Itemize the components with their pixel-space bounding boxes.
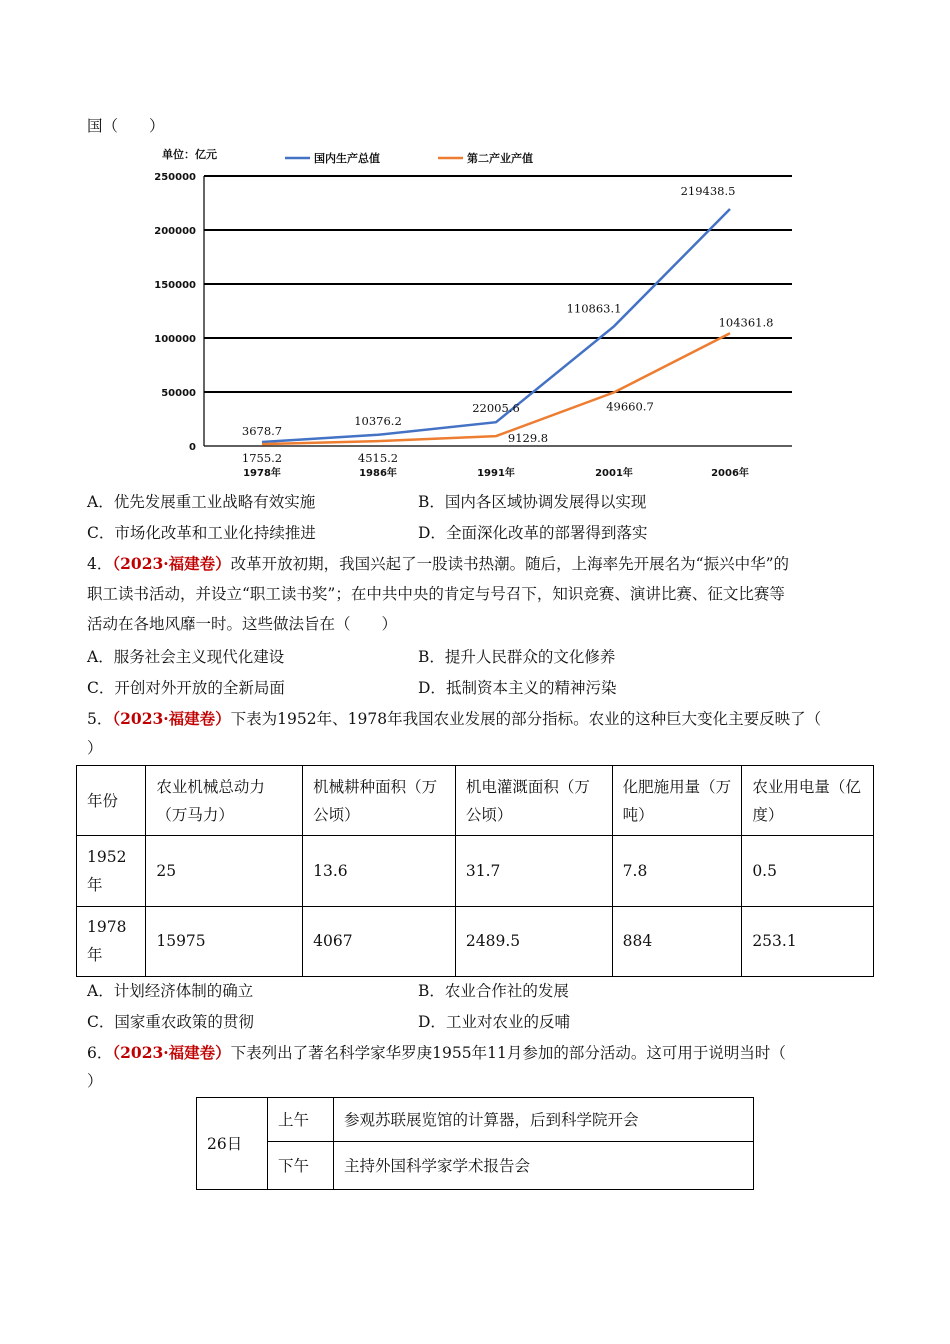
table-header-cell: 农业机械总动力（万马力） xyxy=(146,766,303,836)
data-label: 10376.2 xyxy=(354,413,402,428)
gdp-line-chart xyxy=(150,140,810,485)
data-label: 3678.7 xyxy=(241,424,283,439)
q6-source: （2023·福建卷） xyxy=(112,1043,231,1062)
table-cell: 4067 xyxy=(303,906,456,976)
table-row xyxy=(197,1142,754,1190)
data-label: 1755.2 xyxy=(241,451,283,466)
table-row xyxy=(197,1098,754,1142)
table-cell: 1978年 xyxy=(77,906,146,976)
legend-label-secondary: 第二产业产值 xyxy=(467,152,533,165)
y-tick-label: 100000 xyxy=(154,334,196,345)
q3-stem-tail: 国（ ） xyxy=(87,117,165,135)
data-label: 219438.5 xyxy=(680,184,736,199)
q5-option-d[interactable]: D．工业对农业的反哺 xyxy=(418,1013,570,1031)
x-tick-label: 2006年 xyxy=(711,468,749,479)
q4-option-d[interactable]: D．抵制资本主义的精神污染 xyxy=(418,679,617,697)
table-header-cell: 年份 xyxy=(77,766,146,836)
period-cell: 上午 xyxy=(268,1098,334,1142)
q3-option-c[interactable]: C．市场化改革和工业化持续推进 xyxy=(87,524,316,542)
table-cell: 7.8 xyxy=(612,836,742,906)
activity-cell: 主持外国科学家学术报告会 xyxy=(334,1142,754,1190)
q3-option-a[interactable]: A．优先发展重工业战略有效实施 xyxy=(87,493,316,511)
x-tick-label: 2001年 xyxy=(595,468,633,479)
table-row xyxy=(77,906,874,976)
data-label: 22005.6 xyxy=(472,401,520,416)
q5-stem-line-2: ） xyxy=(87,739,103,757)
chart-unit-label: 单位：亿元 xyxy=(162,148,217,161)
table-cell: 0.5 xyxy=(742,836,874,906)
table-header-cell: 农业用电量（亿度） xyxy=(742,766,874,836)
q3-option-b[interactable]: B．国内各区域协调发展得以实现 xyxy=(418,493,647,511)
q5-agriculture-table xyxy=(76,765,874,977)
data-label: 4515.2 xyxy=(357,451,399,466)
q4-option-b[interactable]: B．提升人民群众的文化修养 xyxy=(418,648,616,666)
table-header-cell: 机械耕种面积（万公顷） xyxy=(303,766,456,836)
table-header-cell: 机电灌溉面积（万公顷） xyxy=(455,766,612,836)
table-cell: 253.1 xyxy=(742,906,874,976)
table-row xyxy=(77,836,874,906)
table-header-row xyxy=(77,766,874,836)
q6-stem-line-2: ） xyxy=(87,1072,103,1090)
activity-cell: 参观苏联展览馆的计算器，后到科学院开会 xyxy=(334,1098,754,1142)
data-label: 9129.8 xyxy=(507,431,549,446)
series-line-secondary xyxy=(262,333,730,444)
q3-option-d[interactable]: D．全面深化改革的部署得到落实 xyxy=(418,524,648,542)
y-tick-label: 200000 xyxy=(154,226,196,237)
q5-option-a[interactable]: A．计划经济体制的确立 xyxy=(87,982,254,1000)
chart-legend xyxy=(285,151,533,165)
q4-stem-line-1: 4．（2023·福建卷）改革开放初期，我国兴起了一股读书热潮。随后，上海率先开展名为“振兴中华”的 xyxy=(87,554,790,573)
q6-activity-table xyxy=(196,1097,754,1190)
table-cell: 15975 xyxy=(146,906,303,976)
table-cell: 884 xyxy=(612,906,742,976)
x-tick-label: 1991年 xyxy=(477,468,515,479)
q5-stem-line-1: 5．（2023·福建卷）下表为1952年、1978年我国农业发展的部分指标。农业的这种巨大变化主要反映了（ xyxy=(87,709,822,728)
y-tick-label: 50000 xyxy=(161,388,196,399)
table-cell: 25 xyxy=(146,836,303,906)
q4-stem-line-3: 活动在各地风靡一时。这些做法旨在（ ） xyxy=(87,615,398,633)
data-label: 104361.8 xyxy=(718,315,774,330)
q4-stem-line-2: 职工读书活动，并设立“职工读书奖”；在中共中央的肯定与号召下，知识竞赛、演讲比赛、征文比赛等 xyxy=(87,585,785,603)
x-tick-label: 1986年 xyxy=(359,468,397,479)
table-header-cell: 化肥施用量（万吨） xyxy=(612,766,742,836)
data-label: 110863.1 xyxy=(566,301,622,316)
q6-stem-line-1: 6．（2023·福建卷）下表列出了著名科学家华罗庚1955年11月参加的部分活动。这可用于说明当时（ xyxy=(87,1043,786,1062)
q5-option-c[interactable]: C．国家重农政策的贯彻 xyxy=(87,1013,254,1031)
table-cell: 13.6 xyxy=(303,836,456,906)
day-cell: 26日 xyxy=(197,1098,268,1190)
period-cell: 下午 xyxy=(268,1142,334,1190)
y-tick-label: 250000 xyxy=(154,172,196,183)
q4-option-a[interactable]: A．服务社会主义现代化建设 xyxy=(87,648,285,666)
table-cell: 1952年 xyxy=(77,836,146,906)
y-tick-label: 0 xyxy=(189,442,196,453)
x-tick-label: 1978年 xyxy=(243,468,281,479)
y-tick-label: 150000 xyxy=(154,280,196,291)
data-label: 49660.7 xyxy=(606,399,654,414)
q5-source: （2023·福建卷） xyxy=(112,709,231,728)
table-cell: 31.7 xyxy=(455,836,612,906)
q4-option-c[interactable]: C．开创对外开放的全新局面 xyxy=(87,679,285,697)
q5-option-b[interactable]: B．农业合作社的发展 xyxy=(418,982,569,1000)
table-cell: 2489.5 xyxy=(455,906,612,976)
legend-label-gdp: 国内生产总值 xyxy=(314,152,380,165)
q4-source: （2023·福建卷） xyxy=(112,554,231,573)
